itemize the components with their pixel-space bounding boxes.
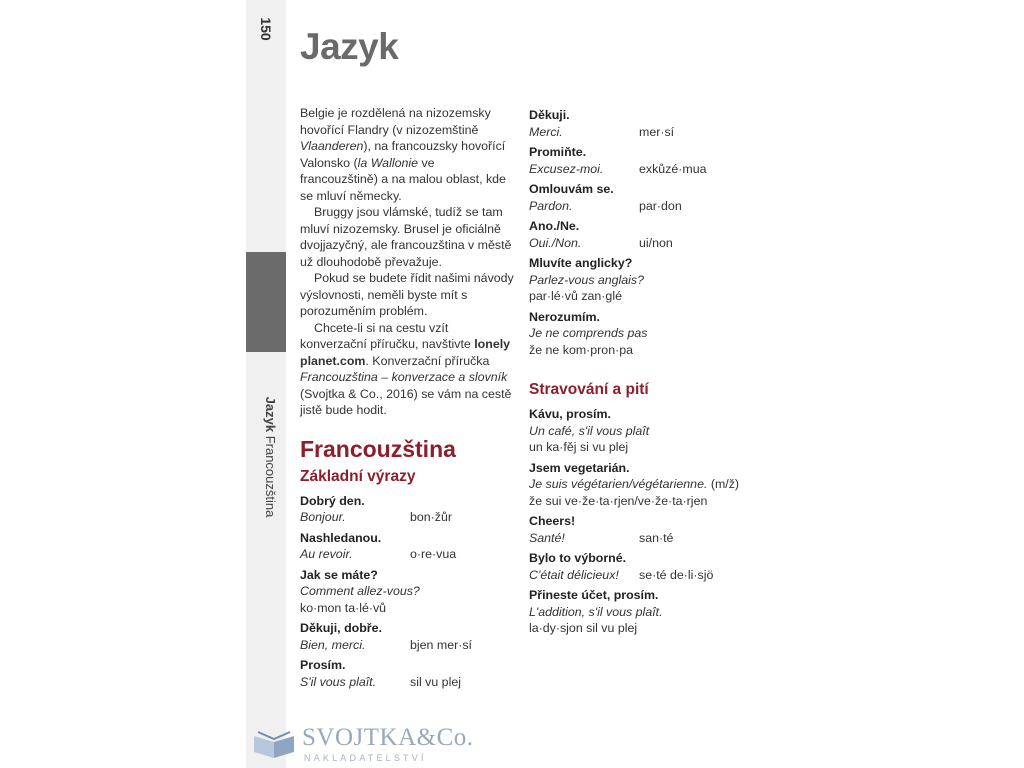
intro-paragraph-4 <box>300 320 514 419</box>
phrase-entry <box>300 657 514 690</box>
phrase-czech: Děkuji, dobře. <box>300 621 382 635</box>
phrase-pronunciation: ko·mon ta·lé·vů <box>300 600 387 615</box>
text: Chcete-li si na cestu vzít konverzační příručku, navštivte <box>300 320 475 351</box>
open-book-icon <box>252 730 296 760</box>
phrase-czech: Bylo to výborné. <box>529 551 627 565</box>
phrase-pronunciation: bon·žůr <box>410 510 453 524</box>
phrase-french: S'il vous plaît. <box>300 674 377 689</box>
phrase-czech: Nashledanou. <box>300 530 382 545</box>
phrase-pronunciation: sil vu plej <box>410 674 461 689</box>
page-number: 150 <box>258 17 274 41</box>
phrase-french: Pardon. <box>529 198 573 213</box>
publisher-subtitle: NAKLADATELSTVÍ <box>304 753 427 763</box>
phrase-czech: Omlouvám se. <box>529 182 614 196</box>
phrase-czech: Děkuji. <box>529 108 570 122</box>
phrase-pronunciation: par·lé·vů zan·glé <box>529 289 622 303</box>
phrase-french: L'addition, s'il vous plaît. <box>529 604 663 619</box>
phrase-pronunciation: la·dy·sjon sil vu plej <box>529 621 638 635</box>
phrase-entry <box>529 144 749 177</box>
section-tab-bold: Jazyk <box>263 396 278 433</box>
intro-paragraph-1 <box>300 105 514 204</box>
phrase-czech: Ano./Ne. <box>529 219 580 233</box>
phrase-french: Santé! <box>529 530 565 545</box>
section-tab-label <box>258 367 282 547</box>
phrase-french: Un café, s'il vous plaît <box>529 423 650 438</box>
phrase-entry <box>529 550 749 583</box>
phrase-czech: Cheers! <box>529 514 576 528</box>
phrase-entry <box>529 309 749 359</box>
phrase-entry <box>529 460 749 510</box>
phrase-czech: Dobrý den. <box>300 493 365 508</box>
phrase-czech: Jak se máte? <box>300 567 378 582</box>
phrase-french: Parlez-vous anglais? <box>529 272 645 287</box>
phrase-french: Oui./Non. <box>529 235 582 250</box>
text: (Svojtka & Co., 2016) se vám na cestě jistě bude hodit. <box>300 386 512 417</box>
phrase-pronunciation: bjen mer·sí <box>410 637 472 652</box>
phrase-french: Au revoir. <box>300 547 353 561</box>
text: Belgie je rozdělená na nizozemsky hovořící Flandry (v nizozemštině <box>300 106 491 137</box>
phrase-pronunciation: mer·sí <box>639 124 675 139</box>
phrase-french: Bonjour. <box>300 510 346 524</box>
phrase-czech: Jsem vegetarián. <box>529 460 630 475</box>
text-italic: Francouzština – konverzace a slovník <box>300 370 508 384</box>
phrase-pronunciation: ui/non <box>639 235 673 250</box>
phrase-french: Merci. <box>529 124 563 139</box>
lonely-planet-link: lonely planet.com <box>300 337 511 368</box>
phrase-pronunciation: un ka·fěj si vu plej <box>529 440 629 454</box>
phrase-entry <box>529 107 749 140</box>
phrase-french: C'était délicieux! <box>529 567 619 582</box>
publisher-brand: SVOJTKA&Co. <box>302 724 474 751</box>
intro-text <box>300 105 514 419</box>
text: ), na francouzsky hovořící Valonsko ( <box>300 139 506 170</box>
phrase-french: Je suis végétarien/végétarienne. <box>529 477 708 491</box>
phrase-entry <box>300 620 514 653</box>
phrase-pronunciation: san·té <box>639 530 674 545</box>
subsection-heading-basic: Základní výrazy <box>300 467 416 485</box>
phrase-entry <box>529 587 749 637</box>
text-italic: la Wallonie <box>357 155 419 170</box>
phrase-pronunciation: par·don <box>639 198 682 213</box>
phrase-entry <box>529 218 749 251</box>
right-column <box>529 107 749 641</box>
phrase-entry <box>529 513 749 546</box>
phrase-french: Bien, merci. <box>300 637 366 652</box>
left-column <box>300 105 514 694</box>
phrase-pronunciation: se·té de·li·sjö <box>639 567 714 582</box>
text: ve francouzštině) a na malou oblast, kde se mluví německy. <box>300 155 506 203</box>
phrase-french: Excusez-moi. <box>529 161 604 176</box>
section-tab-rest: Francouzština <box>263 432 278 518</box>
phrase-czech: Prosím. <box>300 658 346 672</box>
phrase-entry <box>529 406 749 456</box>
phrase-czech: Kávu, prosím. <box>529 407 611 421</box>
phrase-pronunciation: že sui ve·že·ta·rjen/ve·že·ta·rjen <box>529 493 708 508</box>
phrase-czech: Mluvíte anglicky? <box>529 256 633 270</box>
phrase-czech: Přineste účet, prosím. <box>529 588 659 602</box>
publisher-logo <box>250 722 474 768</box>
section-heading: Francouzština <box>300 435 456 462</box>
phrase-entry <box>529 255 749 305</box>
phrase-pronunciation: o·re·vua <box>410 547 457 561</box>
phrase-czech: Nerozumím. <box>529 309 600 324</box>
subsection-heading-food: Stravování a pití <box>529 381 649 398</box>
intro-paragraph-2: Bruggy jsou vlámské, tudíž se tam mluví nizozemsky. Brusel je oficiálně dvojjazyčný, ale francouzština v městě už dlouhodobě převažuje. <box>300 205 512 269</box>
text-italic: Vlaanderen <box>300 139 364 153</box>
phrase-entry <box>300 530 514 563</box>
phrase-entry <box>300 567 514 617</box>
page-title: Jazyk <box>300 26 399 67</box>
section-tab-marker <box>246 252 286 352</box>
phrase-entry <box>529 181 749 214</box>
phrase-french: Comment allez-vous? <box>300 584 420 598</box>
phrase-entry <box>300 493 514 526</box>
phrase-gender-note: (m/ž) <box>707 477 740 491</box>
intro-paragraph-3: Pokud se budete řídit našimi návody výslovnosti, neměli byste mít s porozuměním problém. <box>300 271 514 318</box>
phrase-czech: Promiňte. <box>529 145 587 159</box>
text: . Konverzační příručka <box>365 353 490 368</box>
phrase-pronunciation: že ne kom·pron·pa <box>529 342 633 357</box>
phrase-pronunciation: exkůzé·mua <box>639 161 707 176</box>
phrase-french: Je ne comprends pas <box>529 326 648 340</box>
